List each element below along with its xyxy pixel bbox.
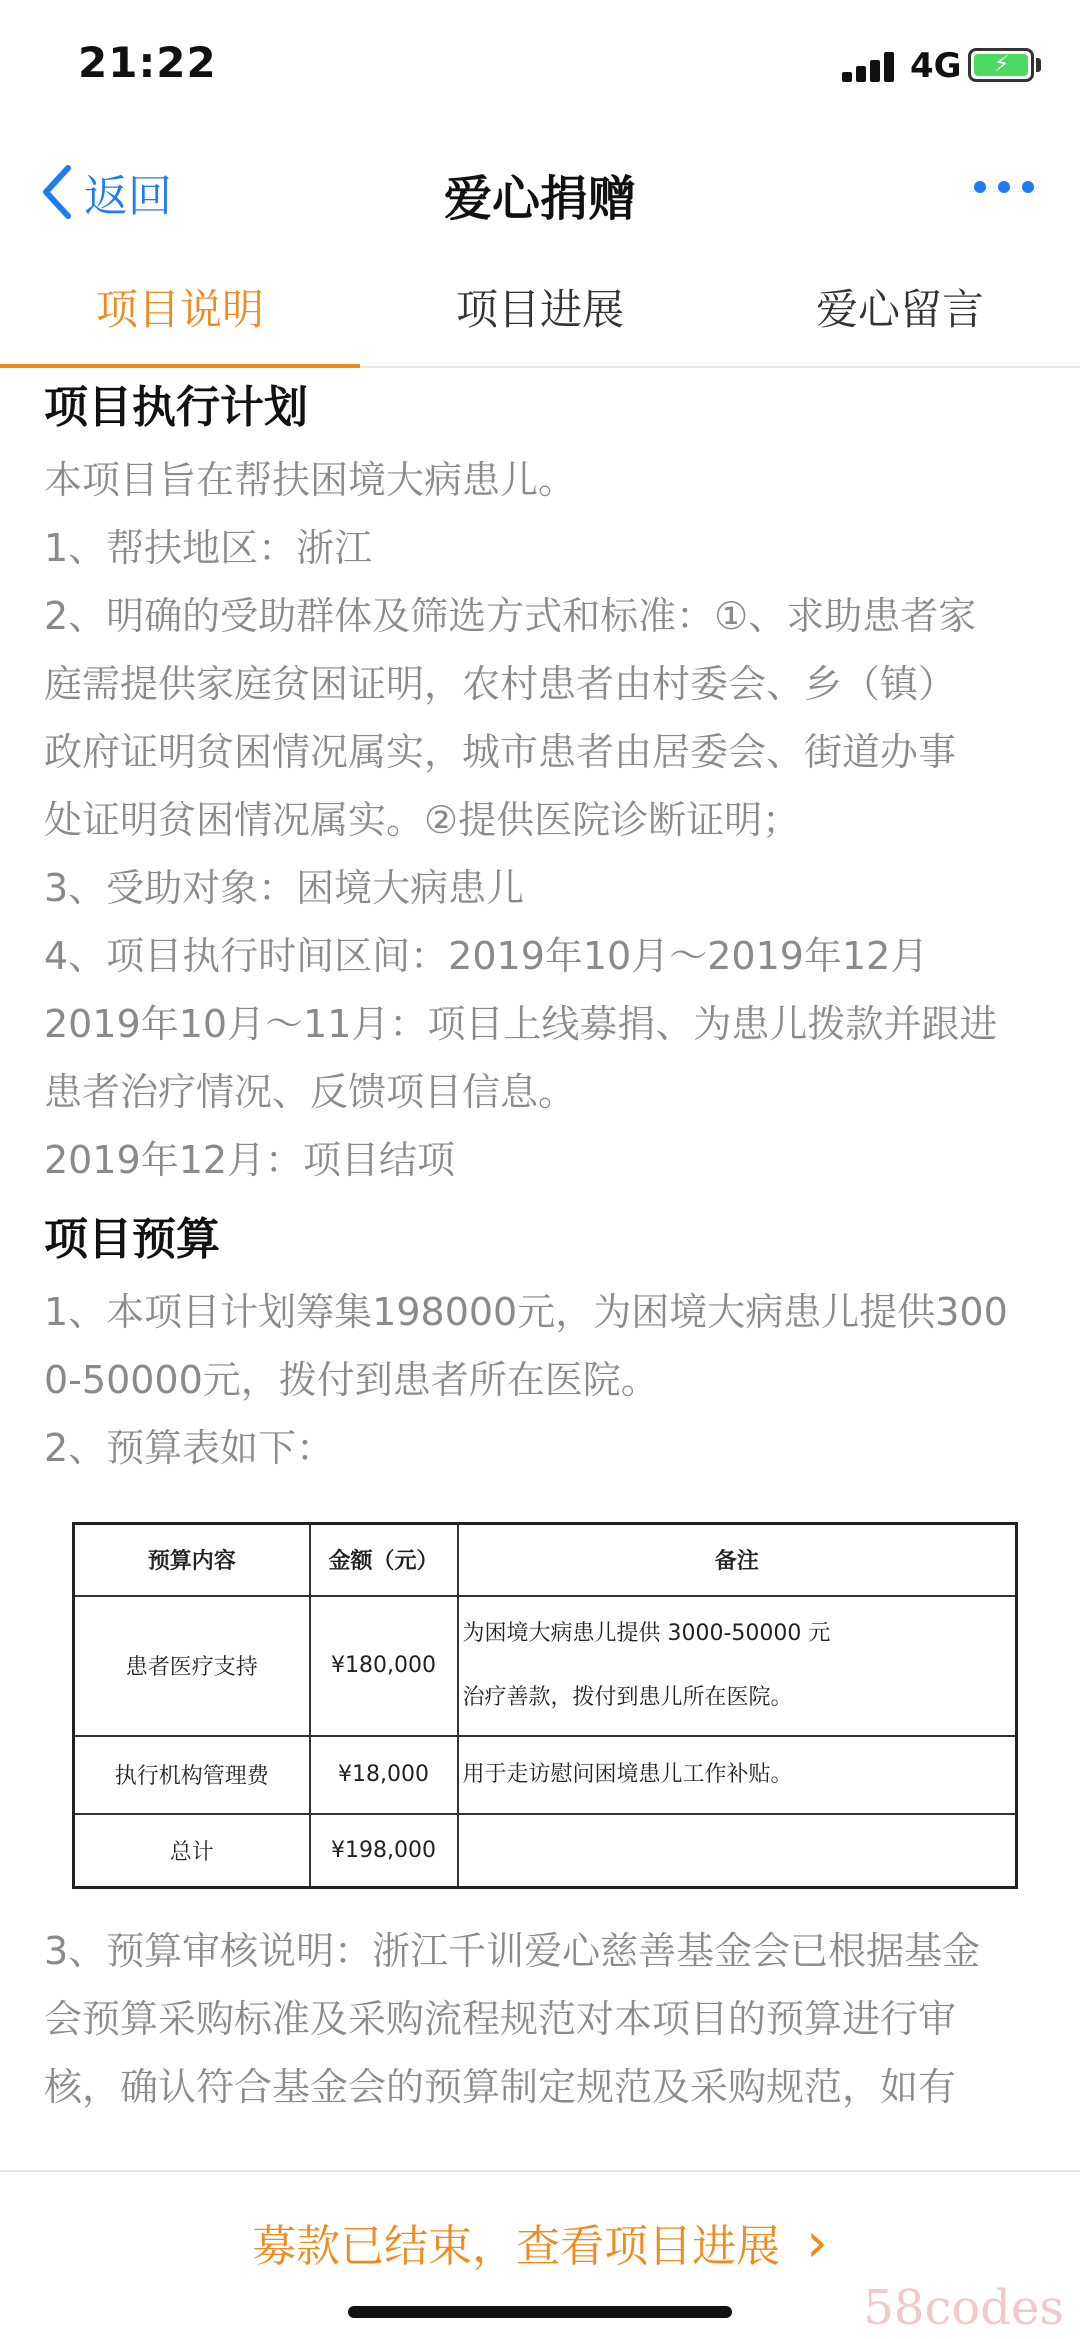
tab-project-progress[interactable]: 项目进展 (455, 285, 624, 334)
table-row (74, 1814, 1017, 1888)
budget-line: 2、预算表如下： (44, 1426, 335, 1470)
home-indicator[interactable] (348, 2306, 732, 2318)
view-progress-button[interactable] (0, 2210, 1080, 2274)
budget-line: 1、本项目计划筹集198000元，为困境大病患儿提供300 (44, 1290, 1008, 1334)
page-title: 爱心捐赠 (443, 171, 636, 227)
content-area (44, 370, 1044, 2121)
status-bar (0, 0, 1080, 130)
table-cell: ¥180,000 (310, 1596, 458, 1736)
table-cell-note (458, 1814, 1017, 1888)
bottom-bar (0, 2170, 1080, 2339)
table-cell: 执行机构管理费 (74, 1736, 310, 1814)
tab-project-description[interactable]: 项目说明 (0, 260, 360, 366)
plan-line: 庭需提供家庭贫困证明，农村患者由村委会、乡（镇） (44, 662, 957, 706)
budget-table (72, 1522, 1018, 1889)
table-cell: 总计 (74, 1814, 310, 1888)
plan-line: 2019年12月：项目结项 (44, 1138, 456, 1182)
table-cell: ¥18,000 (310, 1736, 458, 1814)
plan-line: 1、帮扶地区：浙江 (44, 526, 373, 570)
budget-title: 项目预算 (44, 1214, 220, 1265)
plan-line: 2、明确的受助群体及筛选方式和标准：①、求助患者家 (44, 594, 977, 638)
battery-cap (1036, 58, 1041, 72)
table-row (74, 1736, 1017, 1814)
chevron-right-icon: › (806, 2211, 828, 2274)
status-time: 21:22 (78, 38, 217, 87)
note-line: 治疗善款，拨付到患儿所在医院。 (462, 1684, 793, 1710)
review-line: 3、预算审核说明：浙江千训爱心慈善基金会已根据基金 (44, 1929, 981, 1973)
plan-line: 患者治疗情况、反馈项目信息。 (44, 1070, 577, 1114)
table-header: 预算内容 (74, 1524, 310, 1596)
more-dots-icon[interactable] (974, 180, 1034, 194)
nav-bar (0, 130, 1080, 250)
table-row (74, 1596, 1017, 1736)
budget-table-image (72, 1522, 1018, 1889)
tab-bar (0, 260, 1080, 368)
plan-line: 2019年10月～11月：项目上线募捐、为患儿拨款并跟进 (44, 1002, 998, 1046)
battery-charging-icon: ⚡ (968, 48, 1034, 82)
plan-line: 本项目旨在帮扶困境大病患儿。 (44, 458, 577, 502)
review-line: 会预算采购标准及采购流程规范对本项目的预算进行审 (44, 1997, 957, 2041)
plan-line: 4、项目执行时间区间：2019年10月～2019年12月 (44, 934, 929, 978)
table-cell-note: 用于走访慰问困境患儿工作补贴。 (458, 1736, 1017, 1814)
table-header: 备注 (458, 1524, 1017, 1596)
plan-line: 3、受助对象：困境大病患儿 (44, 866, 525, 910)
review-line: 核，确认符合基金会的预算制定规范及采购规范，如有 (44, 2065, 957, 2109)
view-progress-label: 募款已结束，查看项目进展 (252, 2221, 781, 2272)
signal-icon (842, 52, 898, 82)
plan-title: 项目执行计划 (44, 382, 308, 433)
back-label: 返回 (84, 171, 172, 222)
note-line: 为困境大病患儿提供 3000-50000 元 (462, 1620, 831, 1646)
table-cell: ¥198,000 (310, 1814, 458, 1888)
watermark: 58codes (863, 2280, 1064, 2336)
table-cell: 患者医疗支持 (74, 1596, 310, 1736)
table-header: 金额（元） (310, 1524, 458, 1596)
plan-line: 政府证明贫困情况属实，城市患者由居委会、街道办事 (44, 730, 957, 774)
plan-line: 处证明贫困情况属实。②提供医院诊断证明； (44, 798, 801, 842)
tab-messages[interactable]: 爱心留言 (815, 285, 984, 334)
table-cell-note (458, 1596, 1017, 1736)
network-type: 4G (910, 46, 962, 86)
budget-line: 0-50000元，拨付到患者所在医院。 (44, 1358, 659, 1402)
